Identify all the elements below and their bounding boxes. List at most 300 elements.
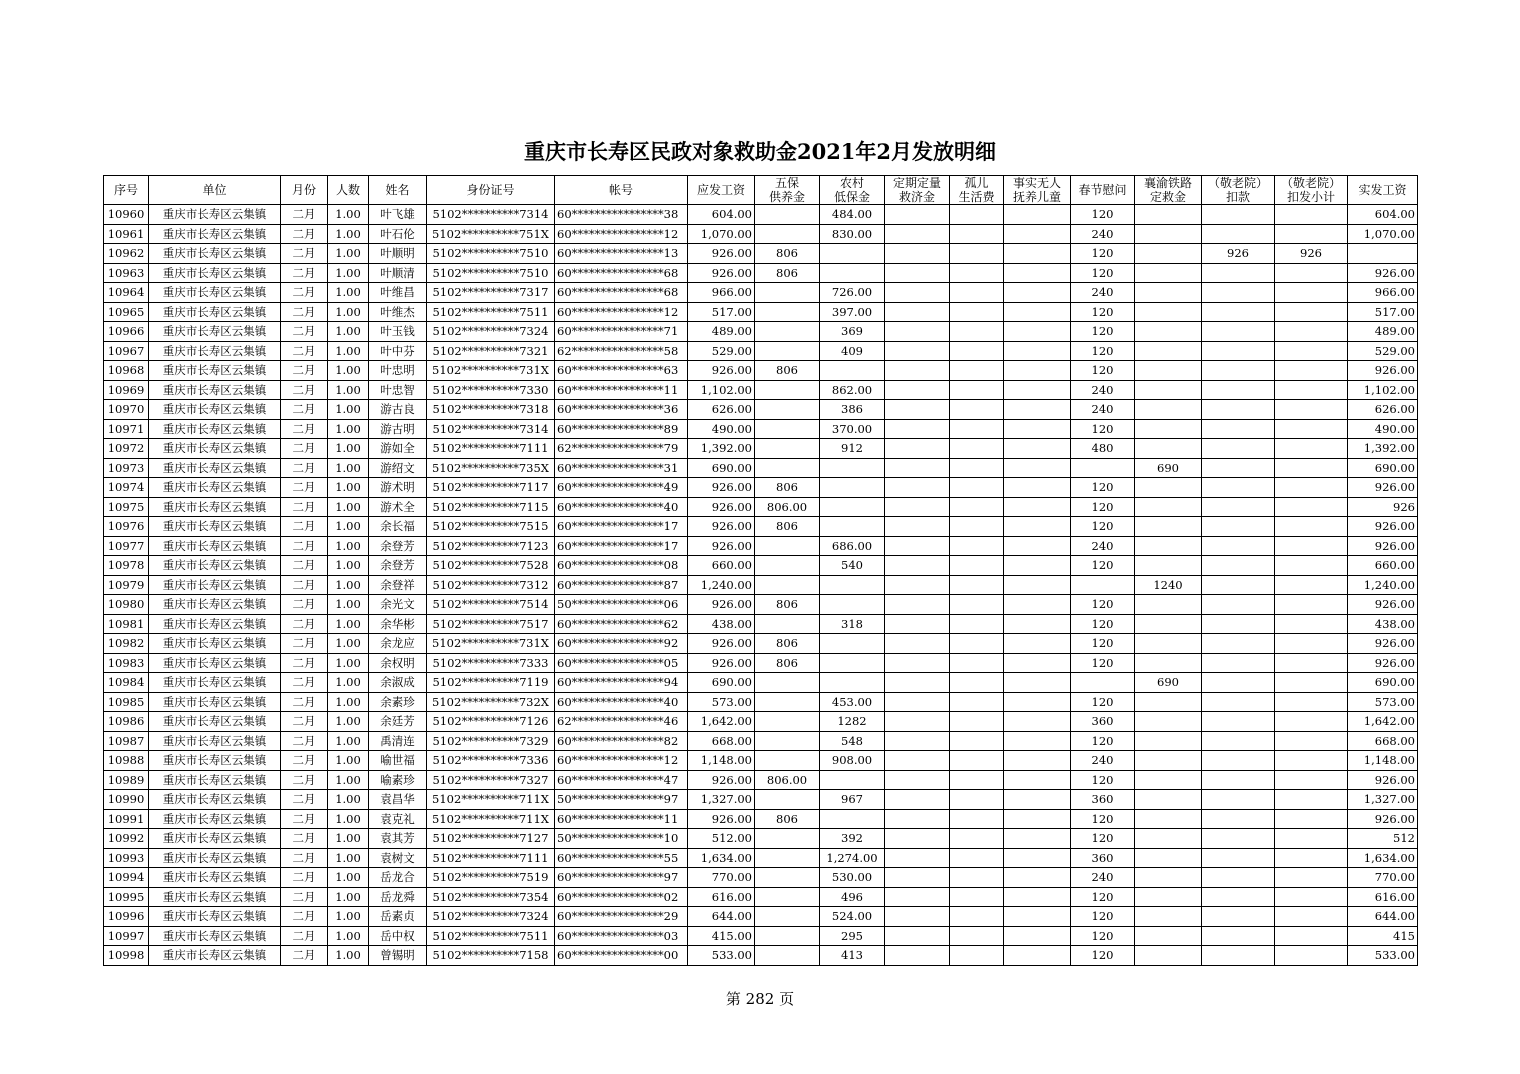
table-cell: 926.00 [1348,536,1418,556]
table-cell: 60****************00 [555,946,688,966]
table-cell: 60****************36 [555,400,688,420]
table-cell: 5102**********7126 [427,712,555,732]
table-cell: 1.00 [328,848,369,868]
table-cell: 10964 [104,283,149,303]
table-cell [820,497,885,517]
table-cell: 616.00 [688,887,755,907]
table-cell: 626.00 [688,400,755,420]
table-cell [950,556,1004,576]
table-cell [1275,322,1348,342]
table-cell: 484.00 [820,205,885,225]
table-cell [950,575,1004,595]
table-cell [885,595,950,615]
table-cell: 533.00 [1348,946,1418,966]
table-cell: 禹清连 [369,731,427,751]
table-cell: 908.00 [820,751,885,771]
table-cell: 1.00 [328,556,369,576]
table-cell [1202,224,1275,244]
table-cell [755,302,820,322]
table-cell [885,302,950,322]
table-cell [820,458,885,478]
table-cell: 120 [1071,244,1135,264]
table-cell [1135,634,1202,654]
table-cell [1202,302,1275,322]
table-cell: 游古明 [369,419,427,439]
table-cell: 690.00 [688,673,755,693]
table-cell: 二月 [281,926,328,946]
table-cell: 余登芳 [369,556,427,576]
table-cell [950,341,1004,361]
table-cell: 360 [1071,848,1135,868]
table-row [104,868,1418,888]
table-cell [950,224,1004,244]
table-cell: 1.00 [328,341,369,361]
table-cell [1202,790,1275,810]
table-cell: 1.00 [328,224,369,244]
table-cell [1275,224,1348,244]
table-cell: 60****************17 [555,517,688,537]
table-cell: 10963 [104,263,149,283]
table-cell [1004,751,1071,771]
table-cell [885,614,950,634]
table-cell [1135,809,1202,829]
table-cell: 10995 [104,887,149,907]
table-cell [1202,829,1275,849]
table-cell [755,751,820,771]
table-row [104,380,1418,400]
table-cell [1071,673,1135,693]
table-cell [950,536,1004,556]
table-cell: 1.00 [328,595,369,615]
table-cell [1004,595,1071,615]
table-cell: 60****************11 [555,809,688,829]
table-cell [1202,458,1275,478]
table-row [104,224,1418,244]
table-body [104,205,1418,966]
table-cell: 926.00 [688,478,755,498]
table-cell: 二月 [281,731,328,751]
table-cell: 120 [1071,205,1135,225]
table-cell [1202,809,1275,829]
table-cell: 1.00 [328,575,369,595]
table-cell [885,400,950,420]
table-cell: 重庆市长寿区云集镇 [149,439,281,459]
table-cell [1348,244,1418,264]
table-cell [755,380,820,400]
table-cell: 1282 [820,712,885,732]
table-cell [885,848,950,868]
table-cell [755,712,820,732]
table-cell: 806.00 [755,770,820,790]
table-cell: 叶玉钱 [369,322,427,342]
table-cell: 5102**********7333 [427,653,555,673]
table-cell [1275,595,1348,615]
table-cell [950,283,1004,303]
table-cell: 二月 [281,302,328,322]
table-cell [1135,400,1202,420]
table-cell [1135,419,1202,439]
table-cell: 1.00 [328,809,369,829]
table-cell [820,575,885,595]
table-cell [1135,536,1202,556]
table-cell: 重庆市长寿区云集镇 [149,712,281,732]
table-cell [1004,809,1071,829]
table-cell: 686.00 [820,536,885,556]
table-cell: 余长福 [369,517,427,537]
table-cell: 926.00 [688,244,755,264]
table-cell: 120 [1071,419,1135,439]
table-cell [885,380,950,400]
table-cell [1202,868,1275,888]
table-cell [755,614,820,634]
table-row [104,887,1418,907]
table-cell: 392 [820,829,885,849]
table-cell [885,946,950,966]
table-cell [1135,731,1202,751]
table-cell: 240 [1071,868,1135,888]
table-cell: 926 [1275,244,1348,264]
table-cell [1202,751,1275,771]
table-cell: 二月 [281,419,328,439]
table-cell [1135,907,1202,927]
table-cell: 岳中权 [369,926,427,946]
table-cell: 120 [1071,907,1135,927]
table-cell [885,536,950,556]
table-cell: 60****************68 [555,263,688,283]
table-cell: 1.00 [328,692,369,712]
table-cell [1275,575,1348,595]
table-cell: 重庆市长寿区云集镇 [149,341,281,361]
table-cell: 重庆市长寿区云集镇 [149,263,281,283]
table-cell: 5102**********7510 [427,244,555,264]
table-cell: 60****************97 [555,868,688,888]
table-cell [755,205,820,225]
table-cell: 5102**********7111 [427,848,555,868]
table-cell: 926 [1202,244,1275,264]
table-cell: 10986 [104,712,149,732]
table-cell: 1.00 [328,751,369,771]
table-cell [1135,595,1202,615]
table-cell [950,770,1004,790]
table-row [104,302,1418,322]
table-cell [1275,829,1348,849]
table-cell [885,907,950,927]
table-cell: 540 [820,556,885,576]
table-cell: 10987 [104,731,149,751]
table-cell: 1,634.00 [1348,848,1418,868]
table-cell [755,907,820,927]
table-cell: 966.00 [1348,283,1418,303]
table-cell [1135,517,1202,537]
table-cell: 5102**********7158 [427,946,555,966]
table-cell: 926.00 [688,653,755,673]
table-cell [1004,907,1071,927]
table-cell: 10989 [104,770,149,790]
table-cell [1135,263,1202,283]
table-cell: 余登芳 [369,536,427,556]
table-cell [1275,380,1348,400]
table-cell: 重庆市长寿区云集镇 [149,556,281,576]
table-cell [1004,341,1071,361]
table-cell: 二月 [281,712,328,732]
table-cell: 926.00 [688,809,755,829]
table-cell: 5102**********711X [427,809,555,829]
column-header: 人数 [328,176,369,205]
table-cell: 50****************10 [555,829,688,849]
table-cell [885,263,950,283]
table-cell: 529.00 [688,341,755,361]
table-cell: 重庆市长寿区云集镇 [149,926,281,946]
table-cell: 5102**********7330 [427,380,555,400]
table-row [104,322,1418,342]
column-header: 帐号 [555,176,688,205]
table-cell [1202,575,1275,595]
table-cell [1275,341,1348,361]
table-cell: 415 [1348,926,1418,946]
table-cell [1135,341,1202,361]
table-cell: 叶忠明 [369,361,427,381]
table-cell [1135,556,1202,576]
table-cell [1135,439,1202,459]
column-header: 身份证号 [427,176,555,205]
table-cell: 10994 [104,868,149,888]
table-cell: 1.00 [328,400,369,420]
table-cell: 5102**********7115 [427,497,555,517]
table-cell [1004,263,1071,283]
table-cell: 644.00 [688,907,755,927]
table-cell [950,926,1004,946]
table-cell [1135,361,1202,381]
table-cell [755,536,820,556]
table-cell: 游绍文 [369,458,427,478]
table-cell: 50****************06 [555,595,688,615]
table-cell [1135,790,1202,810]
table-cell: 626.00 [1348,400,1418,420]
table-cell [1202,478,1275,498]
column-header: 单位 [149,176,281,205]
table-cell: 120 [1071,887,1135,907]
table-cell: 453.00 [820,692,885,712]
column-header: 序号 [104,176,149,205]
table-cell: 重庆市长寿区云集镇 [149,361,281,381]
table-cell: 60****************08 [555,556,688,576]
table-cell [1135,770,1202,790]
table-cell: 1240 [1135,575,1202,595]
table-cell: 926.00 [688,770,755,790]
table-cell: 二月 [281,244,328,264]
table-cell: 5102**********711X [427,790,555,810]
table-cell: 重庆市长寿区云集镇 [149,751,281,771]
table-cell [820,595,885,615]
table-cell: 529.00 [1348,341,1418,361]
table-cell: 10993 [104,848,149,868]
table-cell [885,224,950,244]
table-cell [885,692,950,712]
table-cell [950,673,1004,693]
table-cell: 10967 [104,341,149,361]
table-cell [950,244,1004,264]
table-cell: 806 [755,595,820,615]
table-cell: 512.00 [688,829,755,849]
table-cell: 806 [755,244,820,264]
table-cell: 10984 [104,673,149,693]
table-cell [1135,653,1202,673]
table-cell [1275,653,1348,673]
table-cell: 1.00 [328,790,369,810]
table-cell [1275,419,1348,439]
table-cell: 10985 [104,692,149,712]
table-cell: 62****************58 [555,341,688,361]
table-cell [1275,809,1348,829]
table-cell [1202,419,1275,439]
table-cell: 1.00 [328,302,369,322]
column-header: 应发工资 [688,176,755,205]
table-cell: 叶石伦 [369,224,427,244]
table-row [104,497,1418,517]
table-cell: 叶顺明 [369,244,427,264]
table-cell [885,283,950,303]
table-cell [1004,536,1071,556]
table-cell [885,868,950,888]
table-cell: 重庆市长寿区云集镇 [149,302,281,322]
table-cell: 1,102.00 [1348,380,1418,400]
table-cell [1275,751,1348,771]
table-cell [885,634,950,654]
table-cell: 690.00 [1348,673,1418,693]
table-cell: 668.00 [1348,731,1418,751]
table-cell [755,322,820,342]
table-cell [885,829,950,849]
table-cell: 60****************71 [555,322,688,342]
table-cell: 1.00 [328,380,369,400]
relief-payment-table [103,175,1418,966]
table-cell: 690 [1135,458,1202,478]
table-cell: 926.00 [1348,770,1418,790]
table-cell [1135,712,1202,732]
table-cell: 926 [1348,497,1418,517]
table-cell [1004,946,1071,966]
table-cell: 10972 [104,439,149,459]
table-cell: 5102**********735X [427,458,555,478]
table-row [104,770,1418,790]
table-cell: 480 [1071,439,1135,459]
table-cell: 120 [1071,653,1135,673]
table-row [104,263,1418,283]
table-cell [1275,673,1348,693]
table-cell [1275,712,1348,732]
table-cell: 806 [755,634,820,654]
table-row [104,341,1418,361]
table-cell: 叶维昌 [369,283,427,303]
table-cell: 重庆市长寿区云集镇 [149,458,281,478]
table-cell [1004,302,1071,322]
table-cell: 60****************55 [555,848,688,868]
table-cell: 游术明 [369,478,427,498]
table-cell [1135,497,1202,517]
table-cell: 余淑成 [369,673,427,693]
table-cell: 489.00 [688,322,755,342]
table-cell [1202,322,1275,342]
table-cell [1135,380,1202,400]
table-cell: 830.00 [820,224,885,244]
table-cell [950,322,1004,342]
table-cell: 10970 [104,400,149,420]
table-cell: 120 [1071,692,1135,712]
table-cell [1004,731,1071,751]
table-cell: 926.00 [1348,653,1418,673]
table-cell: 重庆市长寿区云集镇 [149,205,281,225]
table-cell: 770.00 [688,868,755,888]
table-cell: 573.00 [1348,692,1418,712]
table-cell: 重庆市长寿区云集镇 [149,575,281,595]
table-cell [1004,790,1071,810]
table-cell [1202,653,1275,673]
table-cell: 60****************02 [555,887,688,907]
table-cell: 二月 [281,341,328,361]
table-cell: 10981 [104,614,149,634]
table-row [104,731,1418,751]
table-cell [1004,400,1071,420]
table-cell: 1,102.00 [688,380,755,400]
column-header: 五保 供养金 [755,176,820,205]
table-cell [885,751,950,771]
table-cell: 重庆市长寿区云集镇 [149,244,281,264]
table-cell: 余素珍 [369,692,427,712]
table-cell [820,634,885,654]
table-cell [755,439,820,459]
table-cell: 二月 [281,751,328,771]
table-cell [1202,712,1275,732]
table-cell: 120 [1071,634,1135,654]
table-cell [1202,907,1275,927]
table-cell: 重庆市长寿区云集镇 [149,673,281,693]
table-cell [1004,224,1071,244]
table-cell [1004,283,1071,303]
table-cell: 120 [1071,517,1135,537]
table-row [104,244,1418,264]
table-cell: 926.00 [1348,517,1418,537]
table-cell: 喻素珍 [369,770,427,790]
table-cell [1135,302,1202,322]
table-cell: 1,392.00 [1348,439,1418,459]
table-cell: 10992 [104,829,149,849]
table-cell: 重庆市长寿区云集镇 [149,868,281,888]
table-cell: 1.00 [328,673,369,693]
table-cell: 1.00 [328,497,369,517]
table-cell: 60****************63 [555,361,688,381]
table-cell [1275,556,1348,576]
page-number: 第 282 页 [725,990,795,1008]
table-cell: 120 [1071,478,1135,498]
table-cell [950,946,1004,966]
table-cell: 60****************05 [555,653,688,673]
table-cell: 926.00 [1348,809,1418,829]
column-header: 月份 [281,176,328,205]
table-cell [950,829,1004,849]
table-cell [1135,244,1202,264]
table-cell: 690.00 [1348,458,1418,478]
table-cell [885,478,950,498]
table-row [104,907,1418,927]
table-cell: 62****************79 [555,439,688,459]
table-cell: 5102**********7515 [427,517,555,537]
table-cell [820,263,885,283]
table-cell [885,205,950,225]
table-cell: 袁克礼 [369,809,427,829]
table-cell: 60****************49 [555,478,688,498]
table-row [104,478,1418,498]
table-cell: 240 [1071,536,1135,556]
